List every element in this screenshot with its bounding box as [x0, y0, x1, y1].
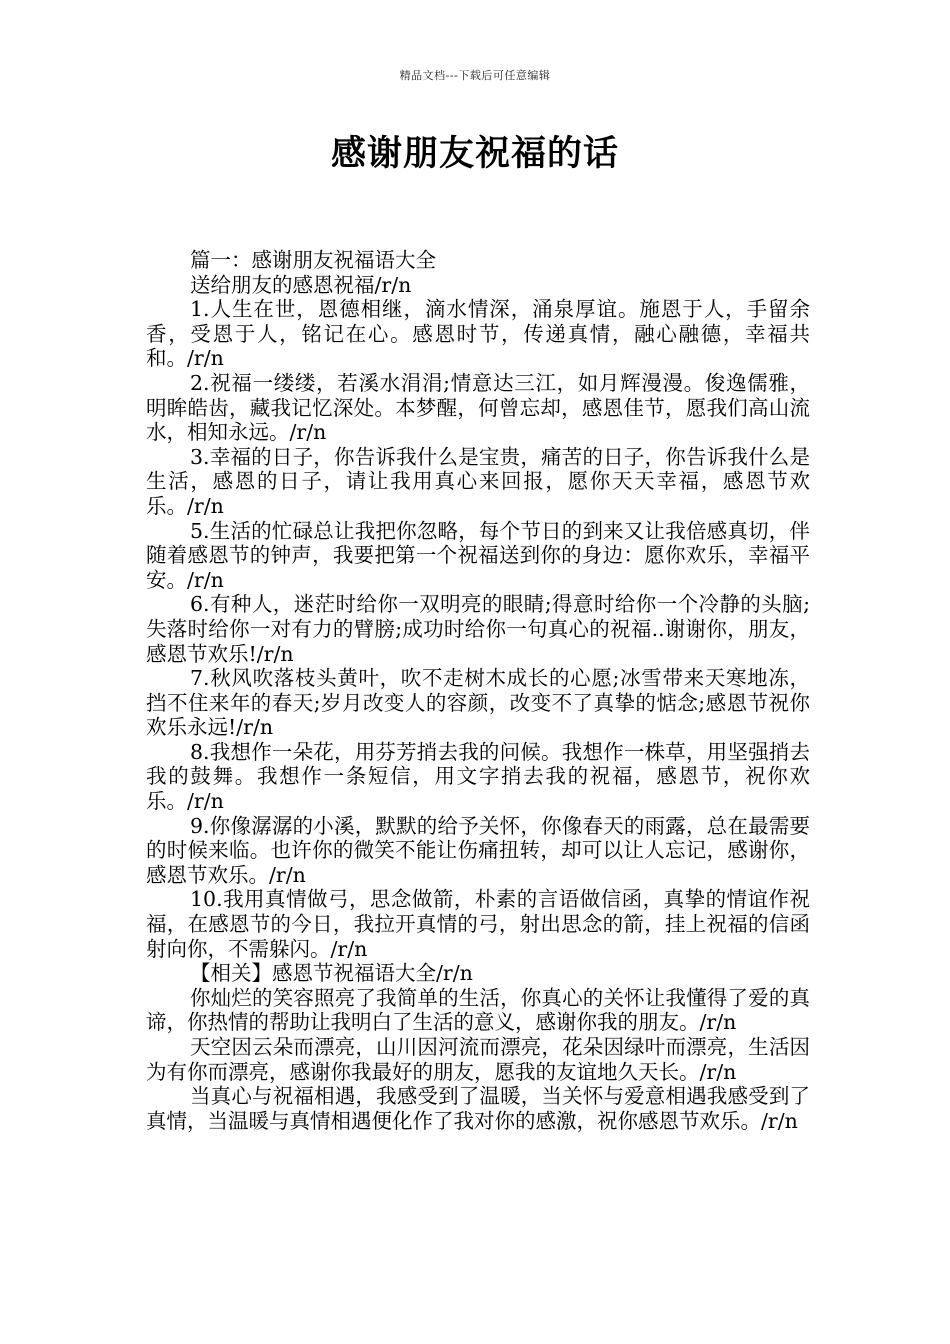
- header-note: 精品文档---下载后可任意编辑: [399, 69, 551, 82]
- document-body: [146, 248, 810, 1133]
- paragraph: 篇一：感谢朋友祝福语大全: [190, 248, 436, 272]
- paragraph: 2.祝福一缕缕，若溪水涓涓;情意达三江，如月辉漫漫。俊逸儒雅，明眸皓齿，藏我记忆深处。本梦醒，何曾忘却，感恩佳节，愿我们高山流水，相知永远。/r/n: [146, 370, 810, 445]
- paragraph: 9.你像潺潺的小溪，默默的给予关怀，你像春天的雨露，总在最需要的时候来临。也许你的微笑不能让伤痛扭转，却可以让人忘记，感谢你，感恩节欢乐。/r/n: [146, 813, 810, 887]
- paragraph: 8.我想作一朵花，用芬芳捎去我的问候。我想作一株草，用坚强捎去我的鼓舞。我想作一条短信，用文字捎去我的祝福，感恩节，祝你欢乐。/r/n: [146, 739, 810, 814]
- paragraph: 天空因云朵而漂亮，山川因河流而漂亮，花朵因绿叶而漂亮，生活因为有你而漂亮，感谢你我最好的朋友，愿我的友谊地久天长。/r/n: [146, 1035, 810, 1084]
- paragraph: 送给朋友的感恩祝福/r/n: [190, 272, 412, 297]
- paragraph: 7.秋风吹落枝头黄叶，吹不走树木成长的心愿;冰雪带来天寒地冻，挡不住来年的春天;岁月改变人的容颜，改变不了真挚的惦念;感恩节祝你欢乐永远!/r/n: [146, 666, 810, 740]
- paragraph: 3.幸福的日子，你告诉我什么是宝贵，痛苦的日子，你告诉我什么是生活，感恩的日子，请让我用真心来回报，愿你天天幸福，感恩节欢乐。/r/n: [146, 444, 810, 518]
- paragraph: 你灿烂的笑容照亮了我简单的生活，你真心的关怀让我懂得了爱的真谛，你热情的帮助让我明白了生活的意义，感谢你我的朋友。/r/n: [146, 985, 810, 1035]
- paragraph: 当真心与祝福相遇，我感受到了温暖，当关怀与爱意相遇我感受到了真情，当温暖与真情相遇便化作了我对你的感激，祝你感恩节欢乐。/r/n: [146, 1084, 810, 1133]
- paragraph: 6.有种人，迷茫时给你一双明亮的眼睛;得意时给你一个冷静的头脑;失落时给你一对有力的臂膀;成功时给你一句真心的祝福..谢谢你，朋友，感恩节欢乐!/r/n: [146, 592, 810, 666]
- paragraph: 10.我用真情做弓，思念做箭，朴素的言语做信函，真挚的情谊作祝福，在感恩节的今日，我拉开真情的弓，射出思念的箭，挂上祝福的信函射向你，不需躲闪。/r/n: [146, 887, 810, 961]
- paragraph: 5.生活的忙碌总让我把你忽略，每个节日的到来又让我倍感真切，伴随着感恩节的钟声，我要把第一个祝福送到你的身边：愿你欢乐，幸福平安。/r/n: [146, 518, 810, 592]
- paragraph: 1.人生在世，恩德相继，滴水情深，涌泉厚谊。施恩于人，手留余香，受恩于人，铭记在心。感恩时节，传递真情，融心融德，幸福共和。/r/n: [146, 297, 810, 371]
- paragraph: 【相关】感恩节祝福语大全/r/n: [190, 961, 473, 986]
- document-title: 感谢朋友祝福的话: [330, 134, 619, 174]
